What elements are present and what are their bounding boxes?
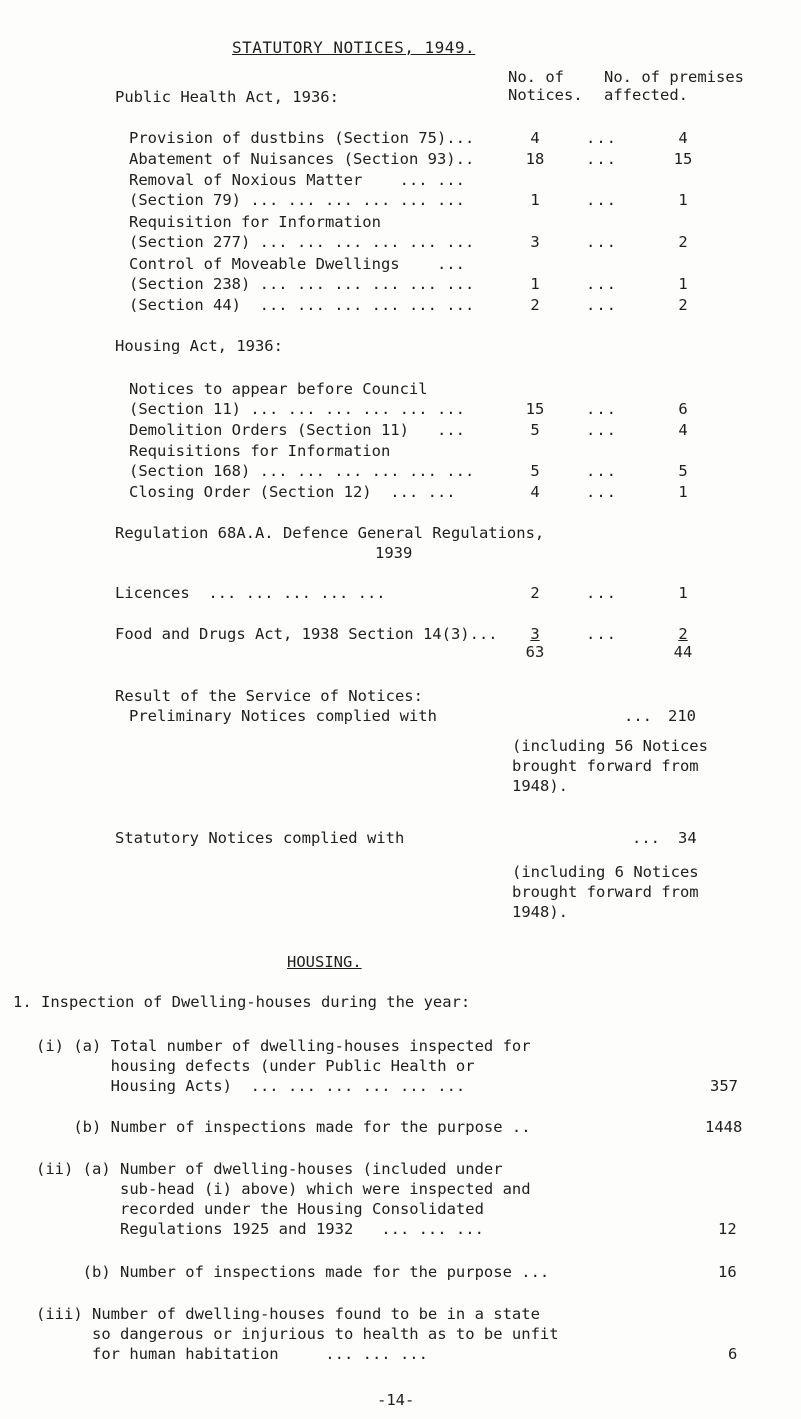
row-label: Provision of dustbins (Section 75)... xyxy=(129,129,475,147)
leader-dots: ... xyxy=(586,400,617,418)
leader-dots: ... xyxy=(586,233,617,251)
row-label: Abatement of Nuisances (Section 93).. xyxy=(129,150,475,168)
preliminary-note: (including 56 Notices brought forward from 1948). xyxy=(512,737,708,795)
row-label: Removal of Noxious Matter ... ... (Section 79) ... ... ... ... ... ... xyxy=(129,171,465,209)
premises-count: 1 xyxy=(678,483,688,501)
notices-count: 2 xyxy=(530,296,540,314)
housing-i-b-value: 1448 xyxy=(705,1118,743,1136)
leader-dots: ... xyxy=(586,275,617,293)
premises-count: 6 xyxy=(678,400,688,418)
page-title: STATUTORY NOTICES, 1949. xyxy=(232,38,476,57)
premises-count: 1 xyxy=(678,584,688,602)
housing-i-a-value: 357 xyxy=(710,1077,738,1095)
housing-item-1: 1. Inspection of Dwelling-houses during the year: xyxy=(13,993,471,1011)
row-label: Requisition for Information (Section 277) ... ... ... ... ... ... xyxy=(129,213,475,251)
notices-count: 18 xyxy=(525,150,545,168)
leader-dots: ... xyxy=(586,150,617,168)
premises-column-header: No. of premises affected. xyxy=(604,68,744,104)
notices-count: 4 xyxy=(530,129,540,147)
notices-count: 5 xyxy=(530,421,540,439)
premises-count: 2 xyxy=(678,233,688,251)
row-label: Licences ... ... ... ... ... xyxy=(115,584,386,602)
housing-iii-label: (iii) Number of dwelling-houses found to be in a state so dangerous or injurious to health as to be unfit for human habitation ... ... ... xyxy=(36,1305,559,1363)
housing-i-b-label: (b) Number of inspections made for the purpose .. xyxy=(36,1118,531,1136)
notices-count: 1 xyxy=(530,275,540,293)
housing-ii-a-value: 12 xyxy=(718,1220,737,1238)
premises-count: 2 xyxy=(678,625,688,643)
statutory-label: Statutory Notices complied with xyxy=(115,829,405,847)
row-label: Requisitions for Information (Section 168) ... ... ... ... ... ... xyxy=(129,442,475,480)
notices-count: 3 xyxy=(530,233,540,251)
leader-dots: ... xyxy=(586,483,617,501)
housing-iii-value: 6 xyxy=(728,1345,738,1363)
regulation-heading: Regulation 68A.A. Defence General Regulations, xyxy=(115,524,545,542)
statutory-value: 34 xyxy=(678,829,697,847)
housing-ii-b-value: 16 xyxy=(718,1263,737,1281)
notices-count: 2 xyxy=(530,584,540,602)
leader-dots: ... xyxy=(632,829,660,847)
notices-count: 1 xyxy=(530,191,540,209)
notices-count: 5 xyxy=(530,462,540,480)
leader-dots: ... xyxy=(586,625,617,643)
public-health-heading: Public Health Act, 1936: xyxy=(115,88,339,106)
housing-heading: HOUSING. xyxy=(287,953,362,971)
row-label: Demolition Orders (Section 11) ... xyxy=(129,421,465,439)
leader-dots: ... xyxy=(586,462,617,480)
notices-total: 63 xyxy=(525,643,545,661)
housing-act-heading: Housing Act, 1936: xyxy=(115,337,283,355)
row-label: Control of Moveable Dwellings ... (Section 238) ... ... ... ... ... ... xyxy=(129,255,475,293)
notices-count: 3 xyxy=(530,625,540,643)
housing-ii-b-label: (b) Number of inspections made for the purpose ... xyxy=(36,1263,550,1281)
statutory-note: (including 6 Notices brought forward from 1948). xyxy=(512,863,699,921)
leader-dots: ... xyxy=(586,191,617,209)
preliminary-label: Preliminary Notices complied with xyxy=(129,707,437,725)
housing-ii-a-label: (ii) (a) Number of dwelling-houses (included under sub-head (i) above) which were inspected and recorded under the Housing Consolidated Regulations 1925 and 1932 ... ... ... xyxy=(36,1160,531,1238)
premises-count: 5 xyxy=(678,462,688,480)
premises-count: 4 xyxy=(678,129,688,147)
premises-count: 1 xyxy=(678,191,688,209)
premises-count: 4 xyxy=(678,421,688,439)
leader-dots: ... xyxy=(586,296,617,314)
housing-i-a-label: (i) (a) Total number of dwelling-houses inspected for housing defects (under Public Health or Housing Acts) ... ... ... ... ... ... xyxy=(36,1037,531,1095)
notices-count: 4 xyxy=(530,483,540,501)
row-label: Notices to appear before Council (Section 11) ... ... ... ... ... ... xyxy=(129,380,465,418)
row-label: Food and Drugs Act, 1938 Section 14(3)... xyxy=(115,625,498,643)
preliminary-value: 210 xyxy=(668,707,696,725)
leader-dots: ... xyxy=(586,584,617,602)
notices-column-header: No. of Notices. xyxy=(508,68,583,104)
premises-count: 1 xyxy=(678,275,688,293)
premises-count: 15 xyxy=(673,150,693,168)
notices-count: 15 xyxy=(525,400,545,418)
results-heading: Result of the Service of Notices: xyxy=(115,687,423,705)
row-label: (Section 44) ... ... ... ... ... ... xyxy=(129,296,475,314)
premises-total: 44 xyxy=(673,643,693,661)
leader-dots: ... xyxy=(586,421,617,439)
leader-dots: ... xyxy=(624,707,652,725)
premises-count: 2 xyxy=(678,296,688,314)
leader-dots: ... xyxy=(586,129,617,147)
row-label: Closing Order (Section 12) ... ... xyxy=(129,483,456,501)
page-number: -14- xyxy=(377,1391,415,1409)
regulation-year: 1939 xyxy=(375,544,413,562)
